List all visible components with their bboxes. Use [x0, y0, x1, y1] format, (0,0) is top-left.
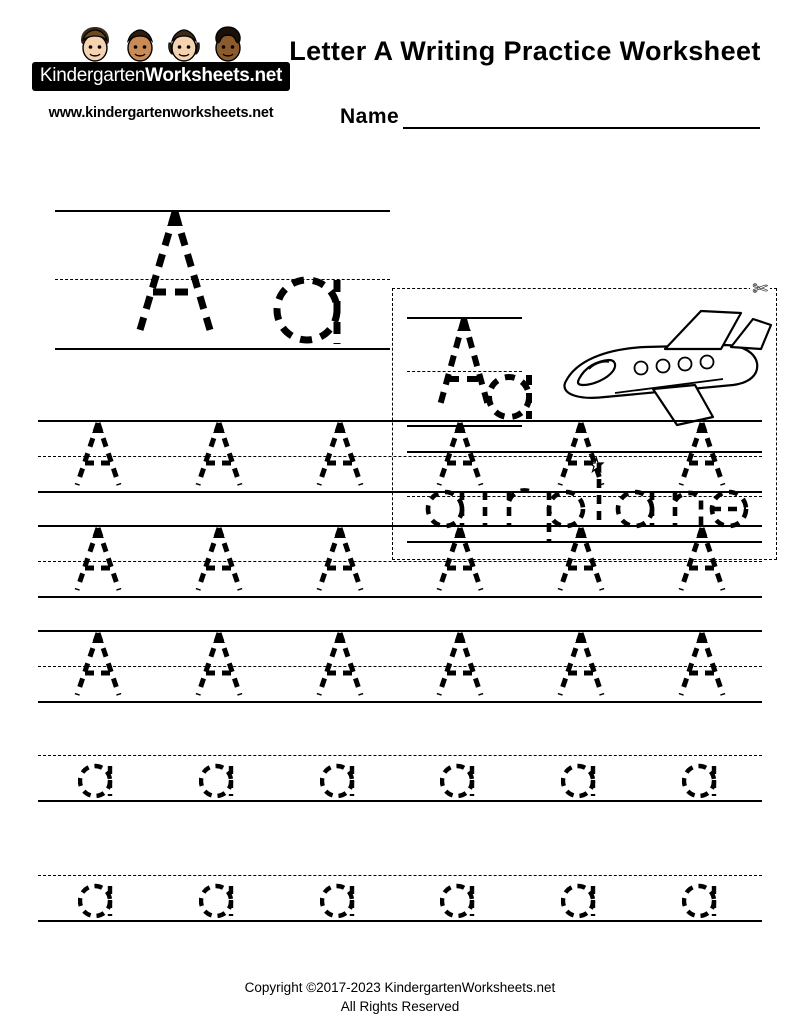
trace-uppercase-a	[190, 623, 248, 703]
glyph-strip	[38, 755, 762, 827]
rights-text: All Rights Reserved	[340, 999, 460, 1015]
name-field-row	[340, 105, 760, 129]
trace-uppercase-a	[431, 623, 489, 703]
practice-row-lowercase-2[interactable]	[38, 875, 762, 947]
trace-lowercase-a	[78, 877, 118, 923]
trace-lowercase-a	[440, 877, 480, 923]
practice-row-uppercase-2[interactable]	[38, 525, 762, 597]
trace-uppercase-a	[673, 413, 731, 493]
trace-uppercase-a	[552, 623, 610, 703]
trace-lowercase-a	[682, 877, 722, 923]
name-input[interactable]	[403, 107, 760, 129]
logo-word-kindergarten: Kindergarten	[39, 65, 146, 86]
trace-uppercase-a	[311, 518, 369, 598]
name-label: Name	[340, 105, 400, 128]
page-title: Letter A Writing Practice Worksheet	[289, 36, 761, 66]
trace-uppercase-a	[673, 623, 731, 703]
trace-uppercase-a	[311, 413, 369, 493]
logo-wordmark	[32, 62, 290, 91]
cutout-lowercase-a-trace	[485, 355, 537, 427]
trace-uppercase-a	[431, 413, 489, 493]
trace-lowercase-a	[561, 877, 601, 923]
trace-lowercase-a	[440, 757, 480, 803]
four-kids-faces-icon	[30, 24, 292, 66]
glyph-strip	[38, 525, 762, 597]
copyright-text: Copyright ©2017-2023 KindergartenWorksheets.net	[244, 979, 556, 995]
trace-uppercase-a	[190, 518, 248, 598]
trace-lowercase-a	[682, 757, 722, 803]
trace-uppercase-a	[431, 518, 489, 598]
trace-uppercase-a	[69, 623, 127, 703]
practice-row-uppercase-3[interactable]	[38, 630, 762, 702]
trace-uppercase-a	[552, 413, 610, 493]
trace-uppercase-a	[552, 518, 610, 598]
trace-lowercase-a	[561, 757, 601, 803]
scissors-icon: ✄	[752, 279, 768, 300]
trace-lowercase-a	[320, 877, 360, 923]
demo-writing-lines-left	[55, 210, 390, 350]
demo-section	[0, 140, 800, 425]
trace-uppercase-a	[69, 518, 127, 598]
footer	[0, 978, 800, 1017]
practice-rows-area	[0, 420, 800, 965]
trace-uppercase-a	[673, 518, 731, 598]
trace-uppercase-a	[311, 623, 369, 703]
site-logo[interactable]	[30, 24, 292, 121]
logo-word-worksheets: Worksheets.net	[145, 65, 283, 86]
trace-lowercase-a	[320, 757, 360, 803]
glyph-strip	[38, 630, 762, 702]
trace-lowercase-a	[199, 877, 239, 923]
trace-uppercase-a	[69, 413, 127, 493]
worksheet-header	[0, 0, 800, 140]
practice-row-lowercase-1[interactable]	[38, 755, 762, 827]
glyph-strip	[38, 875, 762, 947]
site-url[interactable]: www.kindergartenworksheets.net	[48, 105, 274, 121]
glyph-strip	[38, 420, 762, 492]
demo-uppercase-a-trace	[120, 192, 230, 352]
practice-row-uppercase-1[interactable]	[38, 420, 762, 492]
cutout-letter-lines	[407, 317, 762, 427]
trace-lowercase-a	[199, 757, 239, 803]
trace-lowercase-a	[78, 757, 118, 803]
trace-uppercase-a	[190, 413, 248, 493]
demo-lowercase-a-trace	[270, 262, 350, 352]
